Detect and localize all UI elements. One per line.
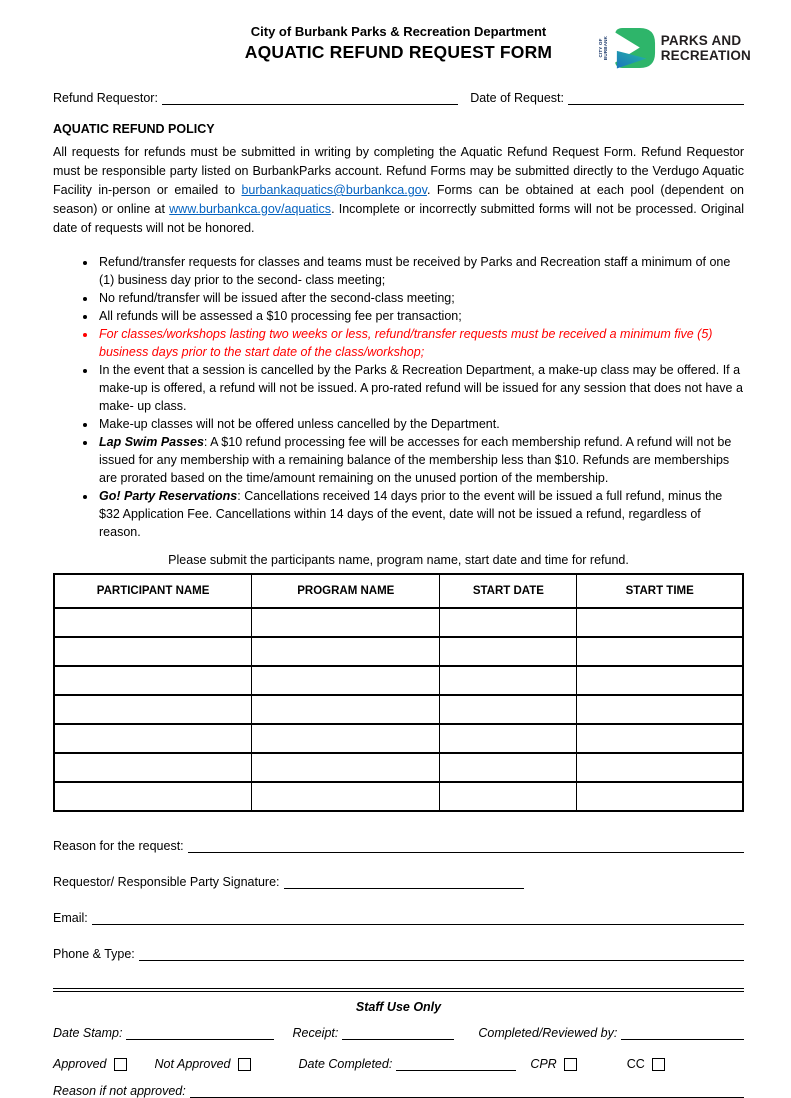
- participants-table: [53, 573, 744, 812]
- table-cell: [577, 782, 743, 811]
- table-cell: [54, 695, 252, 724]
- cpr-checkbox: [564, 1058, 577, 1071]
- table-row: [54, 724, 743, 753]
- table-cell: [577, 666, 743, 695]
- staff-row-3: [53, 1083, 744, 1098]
- table-cell: [577, 753, 743, 782]
- table-cell: [440, 695, 577, 724]
- reason-not-approved-label: Reason if not approved:: [53, 1084, 186, 1098]
- table-row: [54, 608, 743, 637]
- request-info-row: [53, 90, 744, 105]
- policy-bullet: • Make-up classes will not be offered unless cancelled by the Department.: [97, 415, 744, 433]
- column-header: PARTICIPANT NAME: [54, 574, 252, 608]
- table-cell: [577, 637, 743, 666]
- policy-bullet: • No refund/transfer will be issued after the second-class meeting;: [97, 289, 744, 307]
- approved-checkbox: [114, 1058, 127, 1071]
- table-cell: [252, 608, 440, 637]
- organization-title: City of Burbank Parks & Recreation Department: [250, 24, 547, 39]
- column-header: START TIME: [577, 574, 743, 608]
- policy-bullet: • Refund/transfer requests for classes and teams must be received by Parks and Recreation staff a minimum of one (1) business day prior to the second- class meeting;: [97, 253, 744, 289]
- date-completed-label: Date Completed:: [298, 1057, 393, 1071]
- table-cell: [440, 666, 577, 695]
- logo-wordmark: [661, 33, 751, 64]
- completed-reviewed-label: Completed/Reviewed by:: [478, 1026, 618, 1040]
- table-cell: [252, 753, 440, 782]
- policy-bullet: • In the event that a session is cancelled by the Parks & Recreation Department, a make-up class may be offered. If a make-up is offered, a refund will not be issued. A pro-rated refund will be issued for any session that does not have a make- up class.: [97, 361, 744, 415]
- table-cell: [54, 782, 252, 811]
- receipt-blank: [342, 1025, 454, 1040]
- phone-row: [53, 946, 744, 961]
- phone-label: Phone & Type:: [53, 947, 135, 961]
- staff-section-divider: [53, 988, 744, 992]
- column-header: START DATE: [440, 574, 577, 608]
- phone-blank: [139, 946, 744, 961]
- policy-intro-part2: . Forms can be obtained at each pool (dependent on season) or online at: [53, 183, 744, 216]
- completed-reviewed-blank: [621, 1025, 744, 1040]
- policy-bullet: • Lap Swim Passes: A $10 refund processing fee will be accesses for each membership refund. A refund will not be issued for any membership with a remaining balance of the membership less than $10. Refunds are memberships are prorated based on the time/amount remaining on the unused portion of the membership.: [97, 433, 744, 487]
- date-of-request-blank: [568, 90, 744, 105]
- table-row: [54, 753, 743, 782]
- table-cell: [54, 608, 252, 637]
- table-cell: [54, 724, 252, 753]
- table-cell: [577, 724, 743, 753]
- table-caption: Please submit the participants name, program name, start date and time for refund.: [168, 553, 629, 567]
- reason-label: Reason for the request:: [53, 839, 184, 853]
- approved-label: Approved: [53, 1057, 107, 1071]
- table-row: [54, 695, 743, 724]
- table-cell: [577, 695, 743, 724]
- table-row: [54, 666, 743, 695]
- policy-bullet: • All refunds will be assessed a $10 processing fee per transaction;: [97, 307, 744, 325]
- staff-use-only-heading: Staff Use Only: [355, 1000, 442, 1014]
- table-cell: [54, 753, 252, 782]
- logo-city-of: CITY OF: [597, 38, 603, 58]
- reason-not-approved-blank: [190, 1083, 744, 1098]
- policy-bullet: • Go! Party Reservations: Cancellations received 14 days prior to the event will be issued a full refund, minus the $32 Application Fee. Cancellations within 14 days of the event, date will not be issued a refund, regardless of reason.: [97, 487, 744, 541]
- signature-blank: [284, 874, 524, 889]
- table-cell: [252, 782, 440, 811]
- policy-heading: AQUATIC REFUND POLICY: [53, 122, 215, 136]
- table-cell: [252, 724, 440, 753]
- signature-label: Requestor/ Responsible Party Signature:: [53, 875, 280, 889]
- refund-requestor-blank: [162, 90, 458, 105]
- logo-text-line1: PARKS AND: [660, 32, 742, 48]
- policy-intro-part3: . Incomplete or incorrectly submitted forms will not be processed. Original date of requests will not be honored.: [53, 202, 744, 235]
- email-link[interactable]: burbankaquatics@burbankca.gov: [241, 183, 427, 197]
- reason-blank: [188, 838, 744, 853]
- policy-intro-paragraph: [53, 143, 744, 238]
- table-cell: [440, 782, 577, 811]
- email-label: Email:: [53, 911, 88, 925]
- date-of-request-label: Date of Request:: [470, 91, 564, 105]
- parks-recreation-logo: [598, 27, 751, 69]
- signature-row: [53, 874, 744, 889]
- cpr-label: CPR: [530, 1057, 557, 1071]
- table-cell: [440, 724, 577, 753]
- email-row: [53, 910, 744, 925]
- form-header: [53, 24, 751, 63]
- table-cell: [577, 608, 743, 637]
- refund-requestor-label: Refund Requestor:: [53, 91, 158, 105]
- table-cell: [440, 637, 577, 666]
- table-header-row: [54, 574, 743, 608]
- email-blank: [92, 910, 744, 925]
- column-header: PROGRAM NAME: [252, 574, 440, 608]
- policy-bullet-list: [53, 253, 744, 541]
- table-row: [54, 782, 743, 811]
- table-cell: [252, 666, 440, 695]
- table-cell: [440, 753, 577, 782]
- date-stamp-blank: [126, 1025, 274, 1040]
- logo-text-line2: RECREATION: [660, 48, 751, 63]
- table-cell: [252, 695, 440, 724]
- date-stamp-label: Date Stamp:: [53, 1026, 123, 1040]
- staff-row-2: [53, 1056, 744, 1071]
- date-completed-blank: [396, 1056, 516, 1071]
- website-link[interactable]: www.burbankca.gov/aquatics: [169, 202, 332, 216]
- logo-vertical-text: [598, 27, 609, 69]
- not-approved-label: Not Approved: [154, 1057, 231, 1071]
- policy-intro-part1: All requests for refunds must be submitted in writing by completing the Aquatic Refund Request Form. Refund Requestor must be responsible party listed on BurbankParks account. Refund Forms may be submitted directly to the Verdugo Aquatic Facility in-person or emailed to: [53, 145, 744, 197]
- burbank-b-logo-icon: [614, 27, 656, 69]
- staff-row-1: [53, 1025, 744, 1040]
- policy-bullet: • For classes/workshops lasting two weeks or less, refund/transfer requests must be received a minimum five (5) business days prior to the start date of the class/workshop;: [97, 325, 744, 361]
- table-cell: [252, 637, 440, 666]
- table-row: [54, 637, 743, 666]
- cc-checkbox: [652, 1058, 665, 1071]
- logo-burbank: BURBANK: [602, 35, 608, 61]
- not-approved-checkbox: [238, 1058, 251, 1071]
- table-cell: [54, 637, 252, 666]
- table-cell: [54, 666, 252, 695]
- table-cell: [440, 608, 577, 637]
- cc-label: CC: [626, 1057, 645, 1071]
- reason-row: [53, 838, 744, 853]
- receipt-label: Receipt:: [292, 1026, 339, 1040]
- page-title: AQUATIC REFUND REQUEST FORM: [244, 42, 553, 62]
